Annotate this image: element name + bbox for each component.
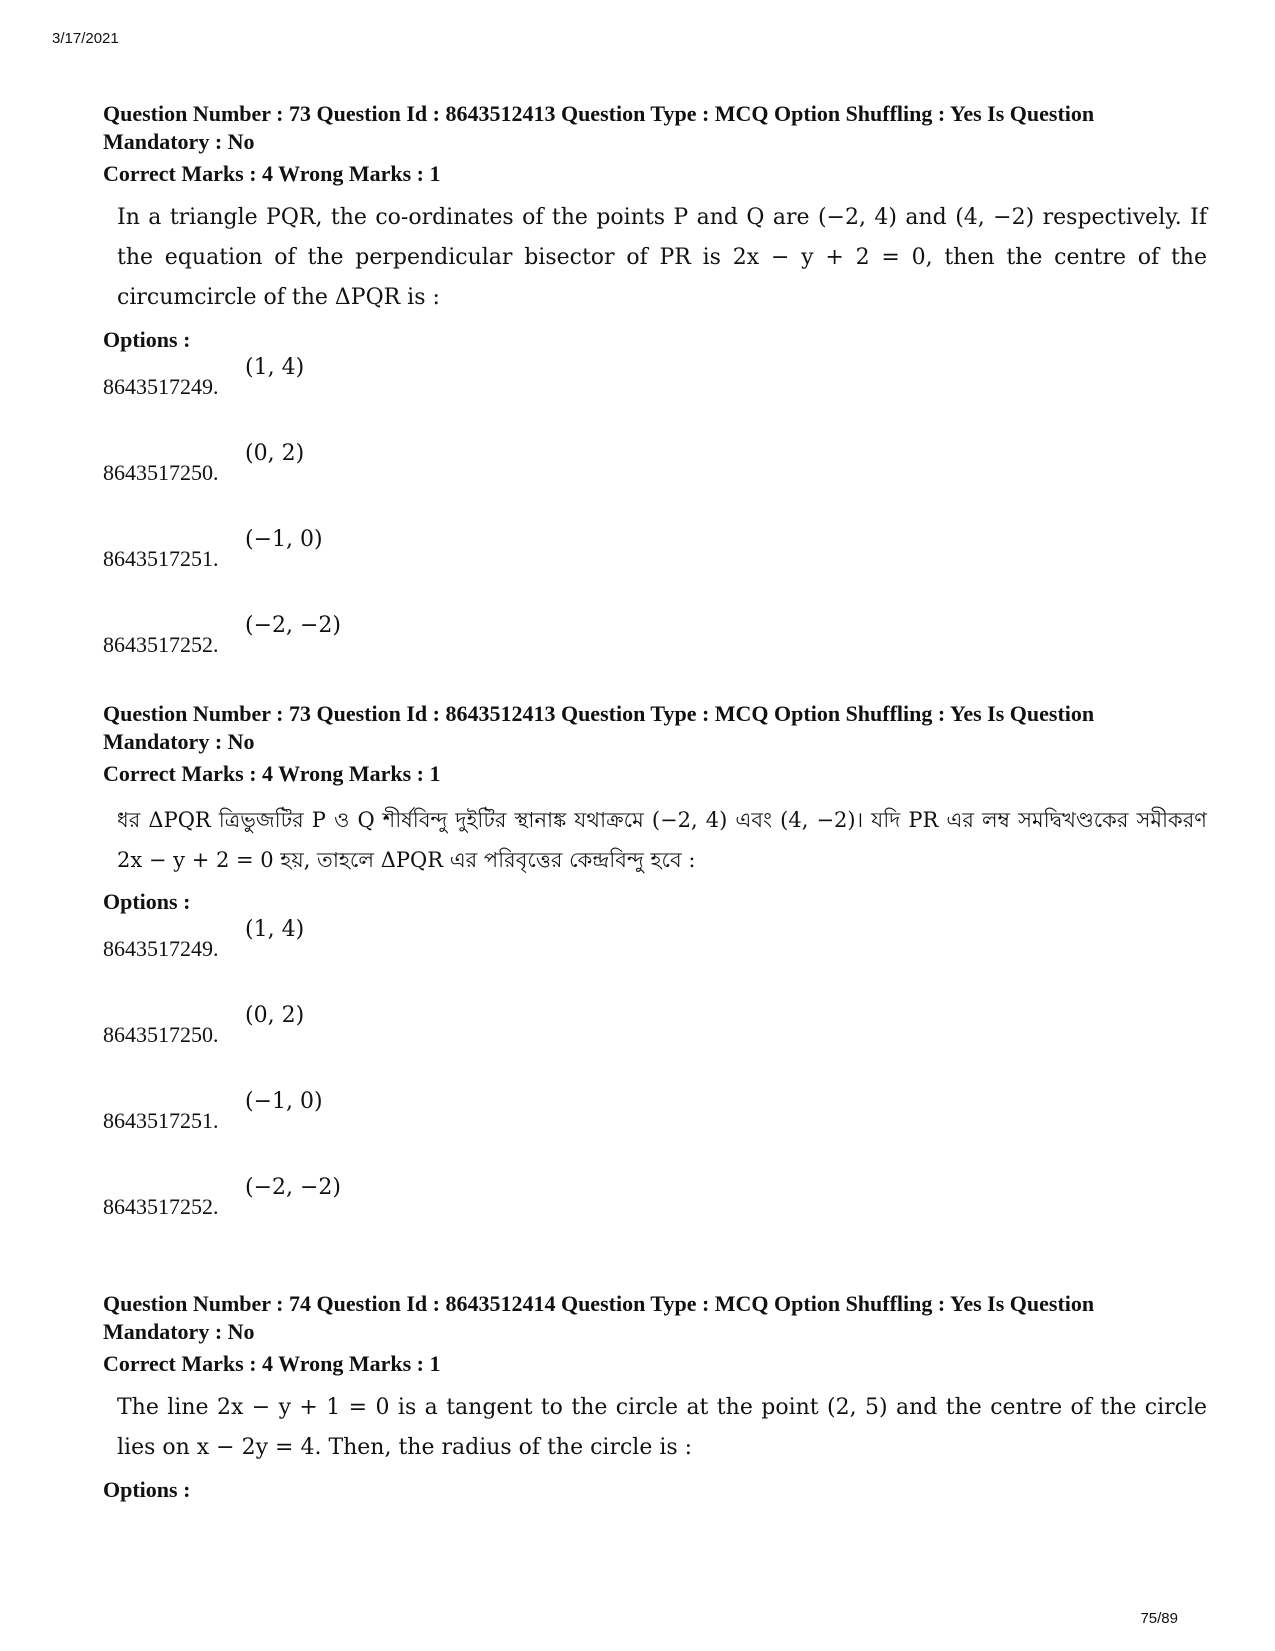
option-id: 8643517251. <box>103 546 219 571</box>
question-marks: Correct Marks : 4 Wrong Marks : 1 <box>103 1351 441 1376</box>
option-value: (−2, −2) <box>245 613 342 638</box>
options-label: Options : <box>103 1477 191 1502</box>
option-value: (−1, 0) <box>245 1089 323 1114</box>
question-header: Question Number : 73 Question Id : 8643512413 Question Type : MCQ Option Shuffling : Yes Is Question Mandatory : No <box>103 101 1095 154</box>
option-id: 8643517249. <box>103 936 219 961</box>
option-value: (0, 2) <box>245 1003 305 1028</box>
option-value: (1, 4) <box>245 355 305 380</box>
page-date: 3/17/2021 <box>52 30 119 47</box>
option-item <box>103 986 1203 1072</box>
option-item <box>103 510 1203 596</box>
option-value: (−2, −2) <box>245 1175 342 1200</box>
option-value: (1, 4) <box>245 917 305 942</box>
option-id: 8643517252. <box>103 632 219 657</box>
option-item <box>103 596 1203 682</box>
option-item <box>103 424 1203 510</box>
options-label: Options : <box>103 327 191 352</box>
question-block <box>103 1290 1207 1504</box>
option-item <box>103 1072 1203 1158</box>
question-header: Question Number : 74 Question Id : 8643512414 Question Type : MCQ Option Shuffling : Yes Is Question Mandatory : No <box>103 1291 1095 1344</box>
option-id: 8643517250. <box>103 460 219 485</box>
option-id: 8643517249. <box>103 374 219 399</box>
question-marks: Correct Marks : 4 Wrong Marks : 1 <box>103 761 441 786</box>
options-label: Options : <box>103 889 191 914</box>
option-item <box>103 354 1203 424</box>
option-value: (0, 2) <box>245 441 305 466</box>
option-id: 8643517251. <box>103 1108 219 1133</box>
option-id: 8643517250. <box>103 1022 219 1047</box>
option-item <box>103 916 1203 986</box>
question-text: The line 2x − y + 1 = 0 is a tangent to the circle at the point (2, 5) and the centre of the circle lies on x − 2y = 4. Then, the radius of the circle is : <box>117 1395 1207 1460</box>
question-text: In a triangle PQR, the co-ordinates of the points P and Q are (−2, 4) and (4, −2) respectively. If the equation of the perpendicular bisector of PR is 2x − y + 2 = 0, then the centre of the circumcircle of the ΔPQR is : <box>117 205 1207 310</box>
question-header: Question Number : 73 Question Id : 8643512413 Question Type : MCQ Option Shuffling : Yes Is Question Mandatory : No <box>103 701 1095 754</box>
question-block <box>103 700 1207 1244</box>
page-number: 75/89 <box>1140 1610 1178 1627</box>
question-text: ধর ΔPQR ত্রিভুজটির P ও Q শীর্ষবিন্দু দুইটির স্থানাঙ্ক যথাক্রমে (−2, 4) এবং (4, −2)। যদি PR এর লম্ব সমদ্বিখণ্ডকের সমীকরণ 2x − y + 2 = 0 হয়, তাহলে ΔPQR এর পরিবৃত্তের কেন্দ্রবিন্দু হবে : <box>117 808 1207 872</box>
question-marks: Correct Marks : 4 Wrong Marks : 1 <box>103 161 441 186</box>
option-id: 8643517252. <box>103 1194 219 1219</box>
question-block <box>103 100 1207 682</box>
option-item <box>103 1158 1203 1244</box>
option-value: (−1, 0) <box>245 527 323 552</box>
